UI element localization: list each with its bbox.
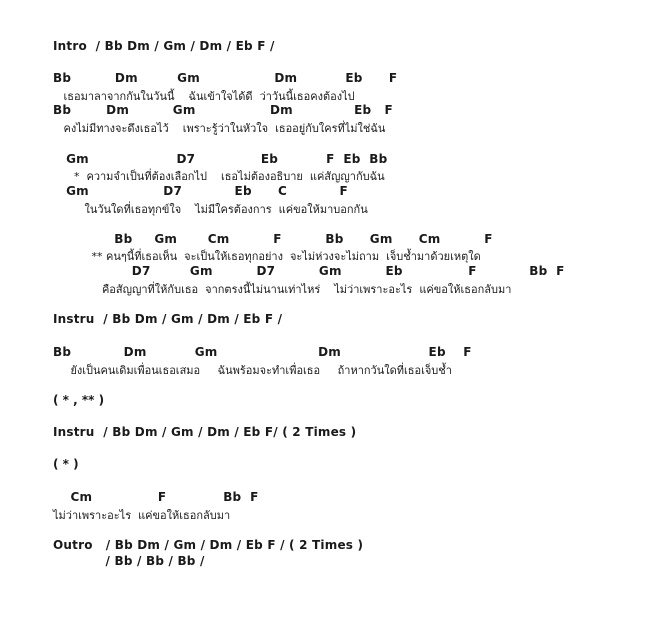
verse3-lyric: ยังเป็นคนเดิมเพื่อนเธอเสมอ ฉันพร้อมจะทำเพื่อเธอ ถ้าหากวันใดที่เธอเจ็บช้ำ — [53, 364, 452, 377]
verse1-chords-1: Bb Dm Gm Dm Eb F — [53, 71, 398, 85]
verse3-chords: Bb Dm Gm Dm Eb F — [53, 345, 472, 359]
chorus-chords-2: D7 Gm D7 Gm Eb F Bb F — [53, 264, 565, 278]
verse1-lyric-2: คงไม่มีทางจะดึงเธอไว้ เพราะรู้ว่าในหัวใจ เธออยู่กับใครที่ไม่ใช่ฉัน — [53, 122, 386, 135]
intro-line: Intro / Bb Dm / Gm / Dm / Eb F / — [53, 39, 275, 53]
verse2-chords-1: Gm D7 Eb F Eb Bb — [53, 152, 388, 166]
ending-chords: Cm F Bb F — [53, 490, 259, 504]
outro-line-2: / Bb / Bb / Bb / — [53, 554, 205, 568]
verse2-lyric-1: * ความจำเป็นที่ต้องเลือกไป เธอไม่ต้องอธิบาย แค่สัญญากับฉัน — [53, 170, 385, 183]
ending-lyric: ไม่ว่าเพราะอะไร แค่ขอให้เธอกลับมา — [53, 509, 231, 522]
repeat-mark-2: ( * ) — [53, 457, 79, 471]
verse2-lyric-2: ในวันใดที่เธอทุกข์ใจ ไม่มีใครต้องการ แค่ขอให้มาบอกกัน — [53, 203, 368, 216]
outro-line-1: Outro / Bb Dm / Gm / Dm / Eb F / ( 2 Times ) — [53, 538, 364, 552]
repeat-mark-1: ( * , ** ) — [53, 393, 105, 407]
verse1-lyric-1: เธอมาลาจากกันในวันนี้ ฉันเข้าใจได้ดี ว่าวันนี้เธอคงต้องไป — [53, 90, 355, 103]
verse1-chords-2: Bb Dm Gm Dm Eb F — [53, 103, 393, 117]
verse2-chords-2: Gm D7 Eb C F — [53, 184, 348, 198]
chorus-lyric-2: คือสัญญาที่ให้กับเธอ จากตรงนี้ไม่นานเท่าไหร่ ไม่ว่าเพราะอะไร แค่ขอให้เธอกลับมา — [53, 283, 512, 296]
chorus-chords-1: Bb Gm Cm F Bb Gm Cm F — [53, 232, 493, 246]
instru-line-2: Instru / Bb Dm / Gm / Dm / Eb F/ ( 2 Times ) — [53, 425, 357, 439]
chorus-lyric-1: ** คนๆนี้ที่เธอเห็น จะเป็นให้เธอทุกอย่าง จะไม่ห่วงจะไม่ถาม เจ็บช้ำมาด้วยเหตุใด — [53, 250, 481, 263]
instru-line-1: Instru / Bb Dm / Gm / Dm / Eb F / — [53, 312, 283, 326]
